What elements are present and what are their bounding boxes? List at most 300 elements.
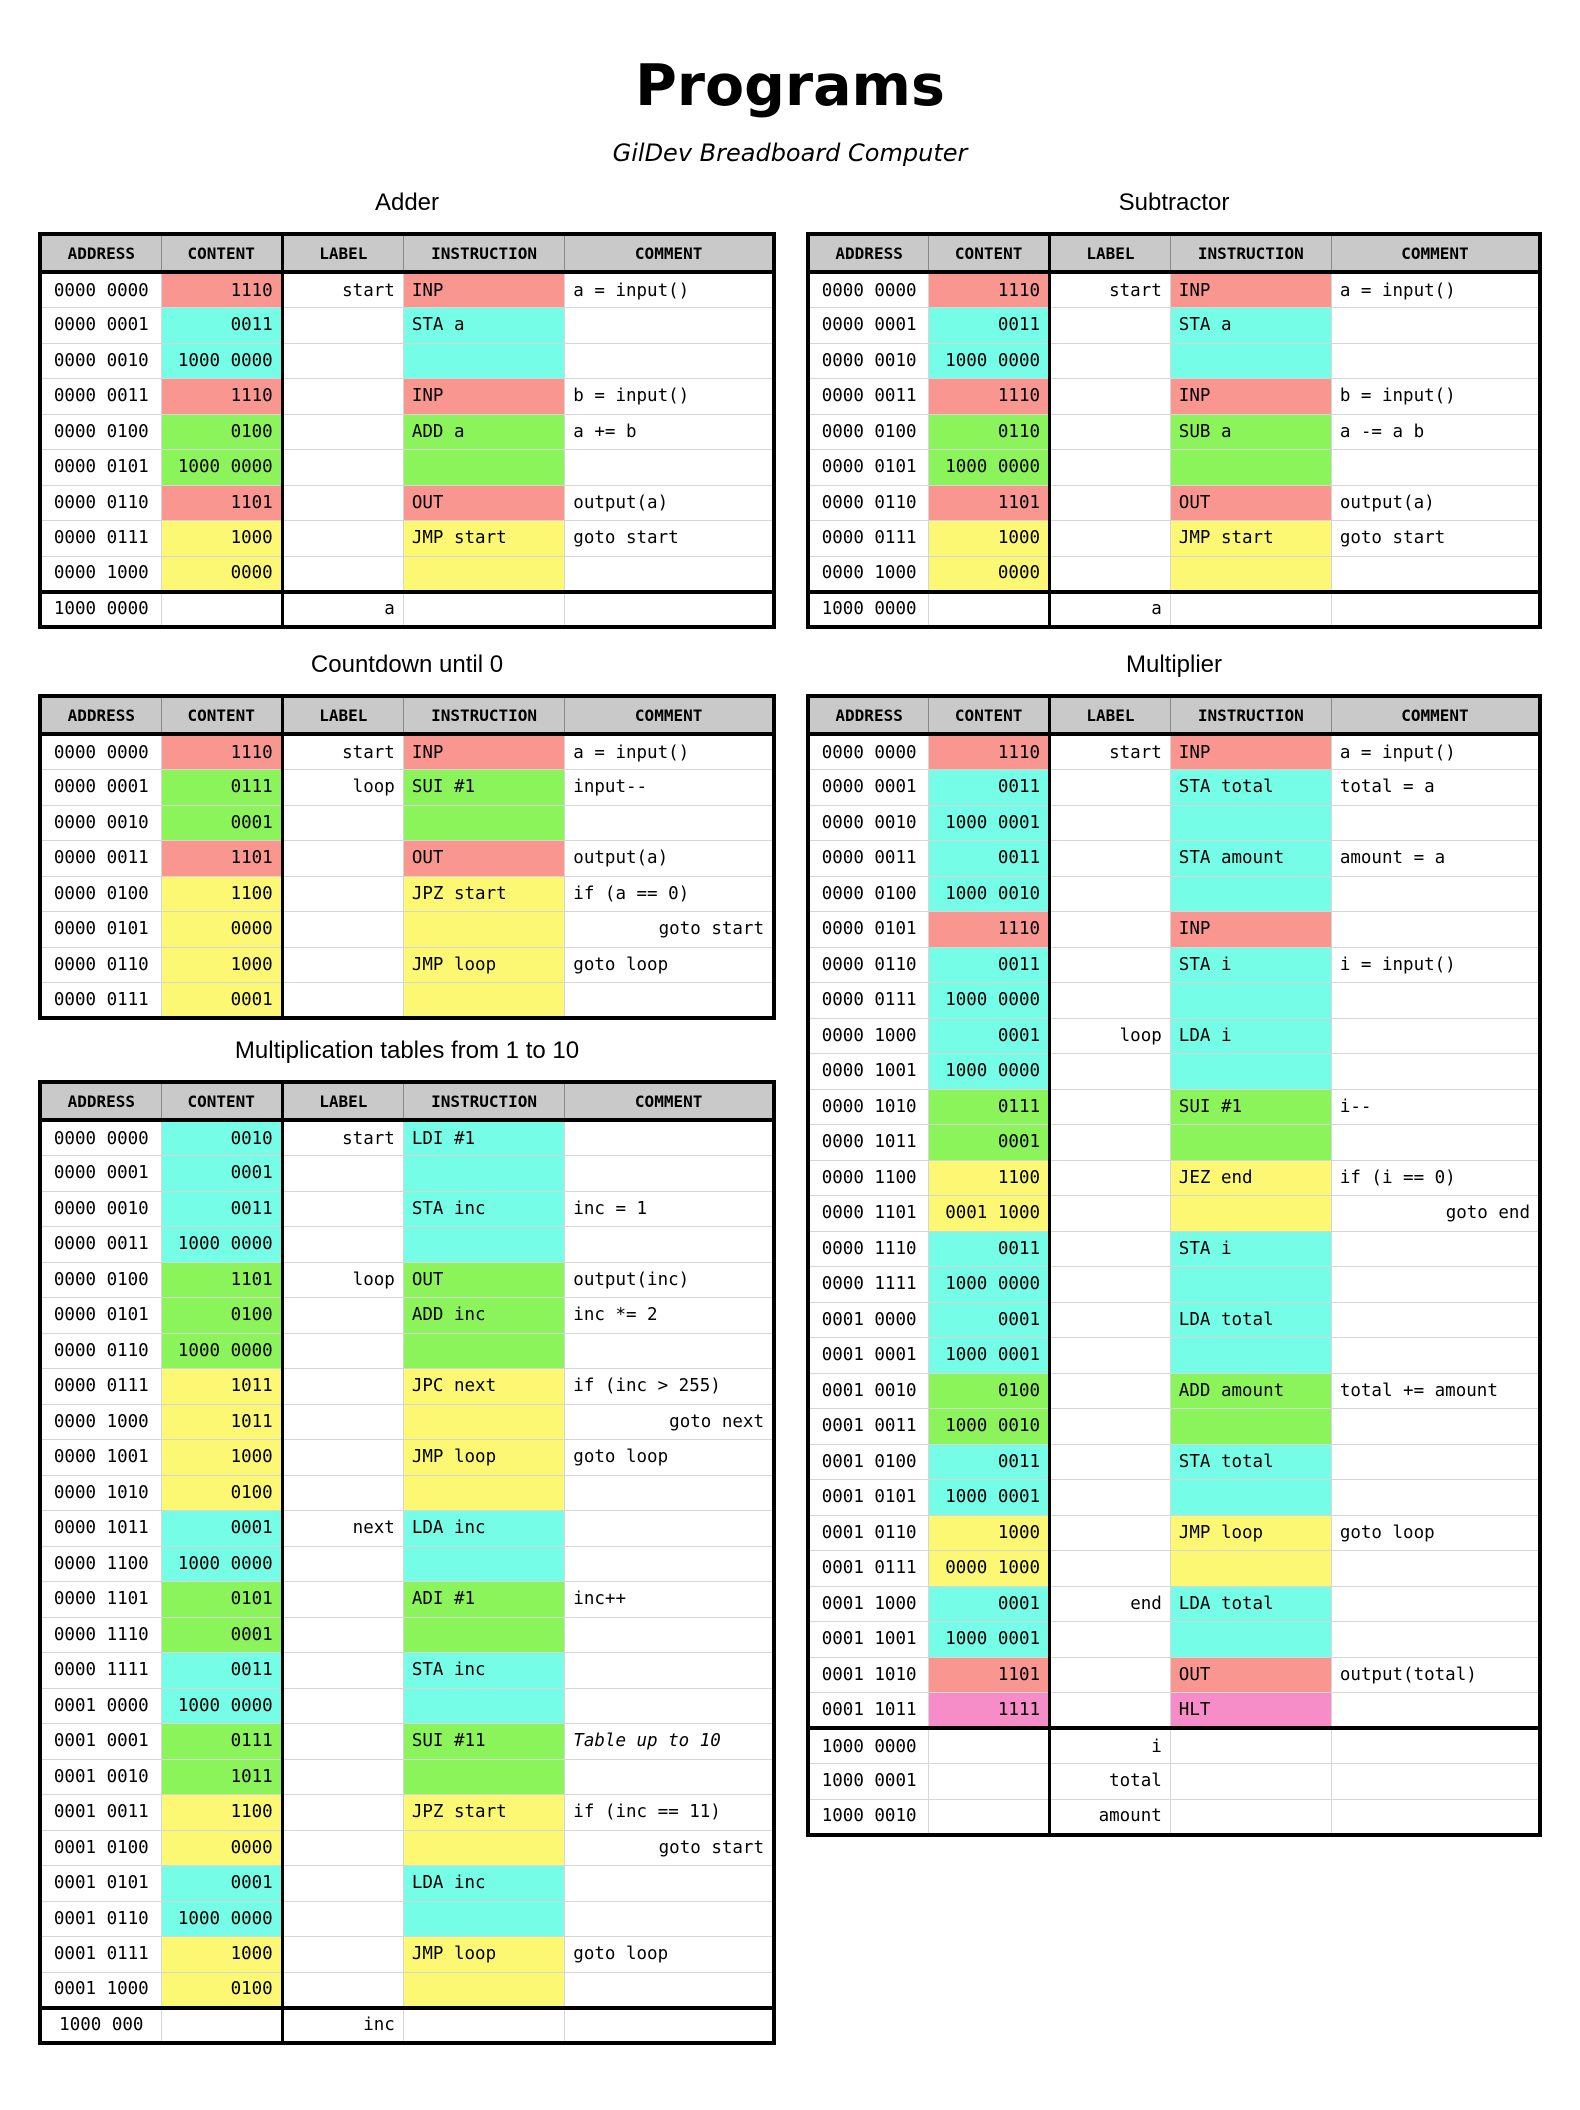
label-cell — [1050, 1089, 1171, 1125]
address-cell: 0000 0110 — [40, 1333, 161, 1369]
content-cell: 0111 — [929, 1089, 1050, 1125]
label-cell — [282, 1475, 403, 1511]
label-cell — [282, 1440, 403, 1476]
table-row — [40, 770, 774, 806]
instruction-cell — [403, 556, 564, 592]
table-row — [40, 841, 774, 877]
address-cell: 0000 1100 — [40, 1546, 161, 1582]
label-cell — [1050, 983, 1171, 1019]
address-cell: 0000 0001 — [808, 308, 929, 344]
label-cell — [282, 343, 403, 379]
content-cell — [929, 592, 1050, 628]
header-comment: COMMENT — [565, 696, 774, 734]
comment-cell — [1331, 1267, 1540, 1303]
comment-cell — [565, 805, 774, 841]
label-cell — [282, 1582, 403, 1618]
instruction-cell — [1170, 1728, 1331, 1764]
label-cell — [282, 1759, 403, 1795]
address-cell: 0000 0101 — [40, 1298, 161, 1334]
table-header-row — [808, 234, 1540, 272]
instruction-cell: STA i — [1170, 1231, 1331, 1267]
label-cell — [282, 1191, 403, 1227]
table-row — [808, 947, 1540, 983]
content-cell: 0011 — [929, 947, 1050, 983]
comment-cell: goto start — [565, 912, 774, 948]
table-row — [808, 1622, 1540, 1658]
table-row — [808, 1515, 1540, 1551]
instruction-cell: STA amount — [1170, 841, 1331, 877]
header-instruction: INSTRUCTION — [403, 696, 564, 734]
table-row — [808, 983, 1540, 1019]
comment-cell — [1331, 1551, 1540, 1587]
comment-cell — [1331, 983, 1540, 1019]
table-row — [40, 1120, 774, 1156]
address-cell: 0000 1110 — [40, 1617, 161, 1653]
instruction-cell — [403, 1156, 564, 1192]
label-cell — [1050, 1302, 1171, 1338]
program-multiplication-tables — [38, 1036, 776, 2045]
instruction-cell — [403, 1404, 564, 1440]
content-cell: 0011 — [929, 841, 1050, 877]
address-cell: 0001 0010 — [40, 1759, 161, 1795]
address-cell: 0000 1001 — [808, 1054, 929, 1090]
comment-cell: if (i == 0) — [1331, 1160, 1540, 1196]
comment-cell — [1331, 308, 1540, 344]
instruction-cell: STA i — [1170, 947, 1331, 983]
program-table — [38, 232, 776, 629]
label-cell — [282, 876, 403, 912]
instruction-cell — [1170, 1409, 1331, 1445]
table-row — [808, 1480, 1540, 1516]
header-comment: COMMENT — [565, 1082, 774, 1120]
page-title: Programs — [635, 53, 945, 119]
table-row — [808, 770, 1540, 806]
label-cell — [1050, 1231, 1171, 1267]
table-row — [40, 272, 774, 308]
comment-cell: output(inc) — [565, 1262, 774, 1298]
instruction-cell — [1170, 1196, 1331, 1232]
comment-cell — [565, 1333, 774, 1369]
label-cell — [1050, 1196, 1171, 1232]
header-label: LABEL — [282, 234, 403, 272]
address-cell: 0001 1011 — [808, 1693, 929, 1729]
address-cell: 0000 0111 — [53, 989, 149, 1010]
table-row — [808, 450, 1540, 486]
table-row — [808, 876, 1540, 912]
content-cell: 1000 0000 — [929, 1267, 1050, 1303]
label-cell — [282, 1724, 403, 1760]
table-header-row — [808, 696, 1540, 734]
label-cell — [282, 485, 403, 521]
comment-cell: b = input() — [1331, 379, 1540, 415]
content-cell: 0001 1000 — [929, 1196, 1050, 1232]
label-cell — [282, 556, 403, 592]
instruction-cell — [1170, 1054, 1331, 1090]
label-cell — [282, 1688, 403, 1724]
label-cell — [282, 1404, 403, 1440]
header-instruction: INSTRUCTION — [403, 1082, 564, 1120]
address-cell: 0000 1000 — [40, 556, 161, 592]
comment-cell: i-- — [1331, 1089, 1540, 1125]
instruction-cell — [403, 1333, 564, 1369]
instruction-cell — [1170, 1267, 1331, 1303]
table-row — [808, 308, 1540, 344]
label-cell — [282, 414, 403, 450]
label-cell — [1050, 912, 1171, 948]
table-row — [808, 805, 1540, 841]
label-cell — [282, 1972, 403, 2008]
content-cell: 0000 — [161, 1830, 282, 1866]
label-cell: a — [1050, 592, 1171, 628]
address-cell: 0000 0101 — [40, 450, 161, 486]
content-cell: 1101 — [929, 1657, 1050, 1693]
address-cell: 0000 0010 — [40, 805, 161, 841]
label-cell — [282, 379, 403, 415]
comment-cell: inc *= 2 — [565, 1298, 774, 1334]
address-cell: 0000 0110 — [40, 485, 161, 521]
content-cell: 0100 — [161, 1475, 282, 1511]
address-cell: 0001 0010 — [808, 1373, 929, 1409]
instruction-cell: JMP loop — [403, 947, 564, 983]
table-row — [40, 1901, 774, 1937]
comment-cell: input-- — [565, 770, 774, 806]
comment-cell — [1331, 1338, 1540, 1374]
comment-cell — [565, 1156, 774, 1192]
label-cell: start — [282, 1120, 403, 1156]
comment-cell: if (a == 0) — [565, 876, 774, 912]
header-label: LABEL — [1050, 696, 1171, 734]
table-row — [40, 1511, 774, 1547]
program-adder — [38, 188, 776, 629]
section-title: Multiplier — [1125, 651, 1223, 678]
comment-cell — [565, 1546, 774, 1582]
comment-cell — [565, 556, 774, 592]
label-cell — [1050, 1515, 1171, 1551]
comment-cell — [565, 450, 774, 486]
comment-cell — [1331, 556, 1540, 592]
program-multiplier — [806, 650, 1542, 1837]
address-cell: 1000 0000 — [808, 1728, 929, 1764]
instruction-cell — [403, 1901, 564, 1937]
table-row — [40, 1937, 774, 1973]
content-cell: 0011 — [161, 1191, 282, 1227]
table-row — [808, 1444, 1540, 1480]
table-row — [40, 1404, 774, 1440]
table-row — [808, 912, 1540, 948]
address-cell: 1000 0001 — [808, 1764, 929, 1800]
header-address: ADDRESS — [40, 234, 161, 272]
instruction-cell — [1170, 1622, 1331, 1658]
address-cell: 0000 1010 — [808, 1089, 929, 1125]
table-row — [40, 521, 774, 557]
content-cell: 1000 — [161, 1937, 282, 1973]
address-cell: 0001 0110 — [808, 1515, 929, 1551]
address-cell: 0000 0001 — [40, 308, 161, 344]
address-cell: 0000 1100 — [808, 1160, 929, 1196]
label-cell — [282, 1298, 403, 1334]
table-row — [808, 1160, 1540, 1196]
content-cell: 1000 0001 — [929, 1480, 1050, 1516]
comment-cell: goto loop — [1331, 1515, 1540, 1551]
label-cell — [1050, 1622, 1171, 1658]
table-row — [808, 379, 1540, 415]
instruction-cell: INP — [403, 379, 564, 415]
instruction-cell: JPZ start — [403, 1795, 564, 1831]
instruction-cell: ADI #1 — [403, 1582, 564, 1618]
label-cell — [282, 1795, 403, 1831]
label-cell: amount — [1050, 1799, 1171, 1835]
instruction-cell — [1170, 1125, 1331, 1161]
header-content: CONTENT — [929, 696, 1050, 734]
address-cell: 1000 000 — [40, 2008, 161, 2044]
table-row — [40, 1653, 774, 1689]
table-row — [40, 1795, 774, 1831]
label-cell: start — [1050, 734, 1171, 770]
address-cell: 0000 0011 — [40, 379, 161, 415]
label-cell — [282, 912, 403, 948]
table-row — [40, 805, 774, 841]
table-row — [808, 521, 1540, 557]
label-cell: next — [282, 1511, 403, 1547]
address-cell: 0000 0000 — [40, 272, 161, 308]
label-cell — [282, 1369, 403, 1405]
content-cell: 1101 — [161, 1262, 282, 1298]
address-cell: 0000 1101 — [40, 1582, 161, 1618]
table-row — [40, 1262, 774, 1298]
label-cell — [1050, 1338, 1171, 1374]
header-address: ADDRESS — [40, 1082, 161, 1120]
header-label: LABEL — [1050, 234, 1171, 272]
table-row — [808, 1054, 1540, 1090]
address-cell: 0001 0111 — [808, 1551, 929, 1587]
instruction-cell: SUI #1 — [1170, 1089, 1331, 1125]
content-cell: 1000 0000 — [929, 983, 1050, 1019]
content-cell: 1000 0010 — [929, 876, 1050, 912]
instruction-cell: LDA inc — [403, 1866, 564, 1902]
instruction-cell: INP — [1170, 734, 1331, 770]
table-row — [808, 272, 1540, 308]
instruction-cell — [1170, 1551, 1331, 1587]
address-cell: 0000 0011 — [40, 1227, 161, 1263]
table-row — [808, 1196, 1540, 1232]
program-table — [38, 694, 776, 1020]
address-cell: 0000 1000 — [808, 1018, 929, 1054]
table-row — [40, 1227, 774, 1263]
content-cell: 0111 — [161, 1724, 282, 1760]
comment-cell — [565, 1475, 774, 1511]
content-cell: 1000 0000 — [161, 1227, 282, 1263]
label-cell — [282, 841, 403, 877]
comment-cell — [1331, 1125, 1540, 1161]
comment-cell — [1331, 1728, 1540, 1764]
label-cell: end — [1050, 1586, 1171, 1622]
address-cell: 0000 1101 — [808, 1196, 929, 1232]
content-cell: 1000 — [929, 1515, 1050, 1551]
content-cell: 0100 — [161, 1972, 282, 2008]
header-instruction: INSTRUCTION — [1170, 696, 1331, 734]
label-cell — [1050, 308, 1171, 344]
table-row — [40, 1475, 774, 1511]
instruction-cell: LDI #1 — [403, 1120, 564, 1156]
instruction-cell: HLT — [1170, 1693, 1331, 1729]
label-cell — [282, 308, 403, 344]
address-cell: 0000 0100 — [40, 414, 161, 450]
address-cell: 0000 0000 — [808, 734, 929, 770]
header-address: ADDRESS — [808, 234, 929, 272]
instruction-cell — [403, 1546, 564, 1582]
table-row — [808, 1373, 1540, 1409]
instruction-cell — [403, 1972, 564, 2008]
content-cell: 0001 — [161, 1866, 282, 1902]
table-row — [40, 1440, 774, 1476]
table-row — [808, 1302, 1540, 1338]
instruction-cell — [1170, 1799, 1331, 1835]
instruction-cell: OUT — [403, 1262, 564, 1298]
content-cell: 0001 — [929, 1018, 1050, 1054]
address-cell: 0001 0011 — [808, 1409, 929, 1445]
label-cell — [282, 947, 403, 983]
table-row — [808, 841, 1540, 877]
content-cell: 1011 — [161, 1759, 282, 1795]
table-header-row — [40, 696, 774, 734]
comment-cell — [1331, 1693, 1540, 1729]
content-cell: 0000 — [161, 912, 282, 948]
address-cell: 0001 0000 — [40, 1688, 161, 1724]
comment-cell — [565, 1688, 774, 1724]
instruction-cell: STA total — [1170, 770, 1331, 806]
table-row — [808, 1657, 1540, 1693]
comment-cell: a = input() — [565, 272, 774, 308]
comment-cell — [1331, 1302, 1540, 1338]
label-cell — [282, 1653, 403, 1689]
content-cell: 0011 — [929, 1444, 1050, 1480]
address-cell: 0000 0111 — [808, 983, 929, 1019]
program-table — [806, 694, 1542, 1837]
instruction-cell: JPZ start — [403, 876, 564, 912]
address-cell: 0001 0001 — [808, 1338, 929, 1374]
content-cell: 1110 — [161, 379, 282, 415]
address-cell: 0001 0101 — [808, 1480, 929, 1516]
comment-cell: goto end — [1331, 1196, 1540, 1232]
instruction-cell: LDA i — [1170, 1018, 1331, 1054]
table-row — [40, 1724, 774, 1760]
content-cell: 1100 — [161, 876, 282, 912]
header-instruction: INSTRUCTION — [403, 234, 564, 272]
content-cell: 0000 — [929, 556, 1050, 592]
label-cell — [1050, 1160, 1171, 1196]
comment-cell: i = input() — [1331, 947, 1540, 983]
content-cell: 0001 — [929, 1125, 1050, 1161]
comment-cell — [1331, 1054, 1540, 1090]
label-cell — [282, 1546, 403, 1582]
table-row — [40, 1582, 774, 1618]
comment-cell — [565, 1120, 774, 1156]
table-row — [40, 1688, 774, 1724]
instruction-cell — [403, 1227, 564, 1263]
address-cell: 0000 0011 — [808, 379, 929, 415]
content-cell: 1101 — [161, 485, 282, 521]
table-row — [40, 556, 774, 592]
content-cell: 1110 — [929, 379, 1050, 415]
table-row — [808, 1586, 1540, 1622]
instruction-cell — [403, 1830, 564, 1866]
comment-cell — [1331, 1764, 1540, 1800]
table-row — [40, 1866, 774, 1902]
address-cell: 0000 0100 — [808, 876, 929, 912]
table-row — [808, 1409, 1540, 1445]
content-cell: 0011 — [161, 308, 282, 344]
content-cell: 1011 — [161, 1404, 282, 1440]
comment-cell — [565, 1227, 774, 1263]
label-cell — [282, 1617, 403, 1653]
address-cell: 0000 1010 — [40, 1475, 161, 1511]
address-cell: 0001 0001 — [40, 1724, 161, 1760]
instruction-cell: INP — [1170, 379, 1331, 415]
address-cell: 0000 0001 — [40, 770, 161, 806]
variable-row — [808, 1728, 1540, 1764]
content-cell: 0011 — [161, 1653, 282, 1689]
instruction-cell — [403, 805, 564, 841]
table-row — [808, 1125, 1540, 1161]
table-row — [40, 1546, 774, 1582]
table-row — [40, 1759, 774, 1795]
variable-row — [808, 592, 1540, 628]
table-row — [808, 1018, 1540, 1054]
address-cell: 0001 1001 — [808, 1622, 929, 1658]
content-cell: 1000 0000 — [161, 1333, 282, 1369]
comment-cell — [1331, 1018, 1540, 1054]
content-cell: 1110 — [161, 734, 282, 770]
content-cell: 1110 — [161, 272, 282, 308]
address-cell: 0000 0111 — [40, 1369, 161, 1405]
content-cell — [929, 1764, 1050, 1800]
label-cell — [1050, 1444, 1171, 1480]
header-content: CONTENT — [929, 234, 1050, 272]
header-address: ADDRESS — [40, 696, 161, 734]
table-row — [808, 343, 1540, 379]
address-cell: 0000 0111 — [40, 521, 161, 557]
comment-cell — [1331, 1409, 1540, 1445]
address-cell: 0000 1011 — [808, 1125, 929, 1161]
variable-row — [808, 1799, 1540, 1835]
label-cell — [1050, 1373, 1171, 1409]
comment-cell — [1331, 343, 1540, 379]
label-cell — [1050, 876, 1171, 912]
header-label: LABEL — [282, 696, 403, 734]
content-cell: 1000 0000 — [161, 1546, 282, 1582]
content-cell: 1000 — [929, 521, 1050, 557]
instruction-cell: STA a — [1170, 308, 1331, 344]
instruction-cell: SUI #1 — [403, 770, 564, 806]
address-cell: 0001 1000 — [40, 1972, 161, 2008]
table-row — [40, 1830, 774, 1866]
header-address: ADDRESS — [808, 696, 929, 734]
content-cell: 0011 — [929, 1231, 1050, 1267]
content-cell: 1011 — [161, 1369, 282, 1405]
instruction-cell: ADD a — [403, 414, 564, 450]
address-cell: 0000 0000 — [40, 734, 161, 770]
content-cell: 1101 — [929, 485, 1050, 521]
instruction-cell — [1170, 1480, 1331, 1516]
table-row — [40, 450, 774, 486]
address-cell: 0000 0010 — [40, 343, 161, 379]
address-cell: 0001 1000 — [808, 1586, 929, 1622]
content-cell: 1110 — [929, 912, 1050, 948]
instruction-cell — [403, 592, 564, 628]
instruction-cell — [1170, 450, 1331, 486]
comment-cell: output(a) — [565, 485, 774, 521]
content-cell: 0111 — [161, 770, 282, 806]
